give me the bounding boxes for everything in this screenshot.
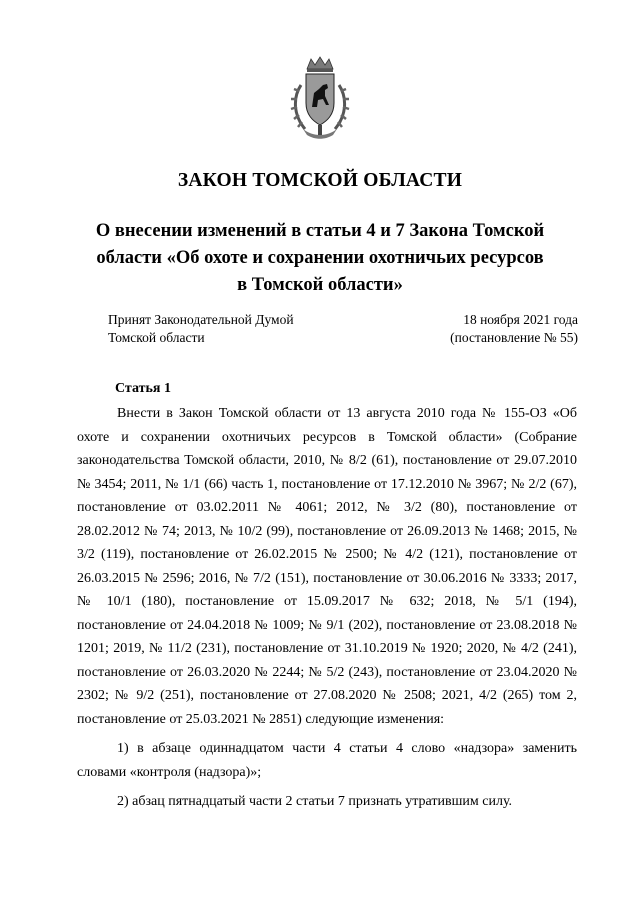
law-title: ЗАКОН ТОМСКОЙ ОБЛАСТИ (177, 170, 463, 191)
adopted-by-line: Принят Законодательной Думой (108, 312, 294, 327)
paragraph-item-2: 2) абзац пятнадцатый части 2 статьи 7 признать утратившим силу. (117, 794, 513, 809)
tomsk-coat-of-arms-icon (287, 55, 353, 141)
article-body (77, 402, 577, 814)
paragraph-main: Внести в Закон Томской области от 13 августа 2010 года № 155-ОЗ «Об охоте и сохранении охотничьих ресурсов в Томской области» (Собрание законодательства Томской области, 2010, № 8/2 (61), постановление от 29.07.2010 № 3454; 2011, № 1/1 (66) часть 1, постановление от 17.12.2010 № 3967; № 2/2 (67), постановление от 03.02.2011 № 4061; 2012, № 3/2 (80), постановление от 28.02.2012 № 74; 2013, № 10/2 (99), постановление от 26.09.2013 № 1468; 2015, № 3/2 (119), постановление от 26.02.2015 № 2500; № 4/2 (121), постановление от 26.03.2015 № 2596; 2016, № 7/2 (151), постановление от 30.06.2016 № 3333; 2017, № 10/1 (180), постановление от 15.09.2017 № 632; 2018, № 5/1 (194), постановление от 24.04.2018 № 1009; № 9/1 (202), постановление от 23.08.2018 № 1201; 2019, № 11/2 (231), постановление от 31.10.2019 № 1920; 2020, № 4/2 (241), постановление от 26.03.2020 № 2244; № 5/2 (243), постановление от 23.04.2020 № 2302; № 9/2 (251), постановление от 27.08.2020 № 2508; 2021, 4/2 (265) том 2, постановление от 25.03.2021 № 2851) следующие изменения: (77, 406, 577, 727)
resolution-number: (постановление № 55) (450, 330, 578, 345)
subtitle-line: в Томской области» (237, 275, 403, 295)
subtitle-line: О внесении изменений в статьи 4 и 7 Закона Томской (95, 221, 545, 241)
law-subtitle (60, 218, 580, 299)
subtitle-line: области «Об охоте и сохранении охотничьих ресурсов (96, 248, 544, 268)
adopted-by (108, 311, 294, 347)
adoption-date (450, 311, 578, 347)
paragraph-item-1: 1) в абзаце одиннадцатом части 4 статьи 4 слово «надзора» заменить словами «контроля (надзора)»; (77, 741, 577, 780)
adoption-date-line: 18 ноября 2021 года (463, 312, 578, 327)
adopted-by-line: Томской области (108, 330, 205, 345)
article-heading: Статья 1 (115, 381, 171, 396)
